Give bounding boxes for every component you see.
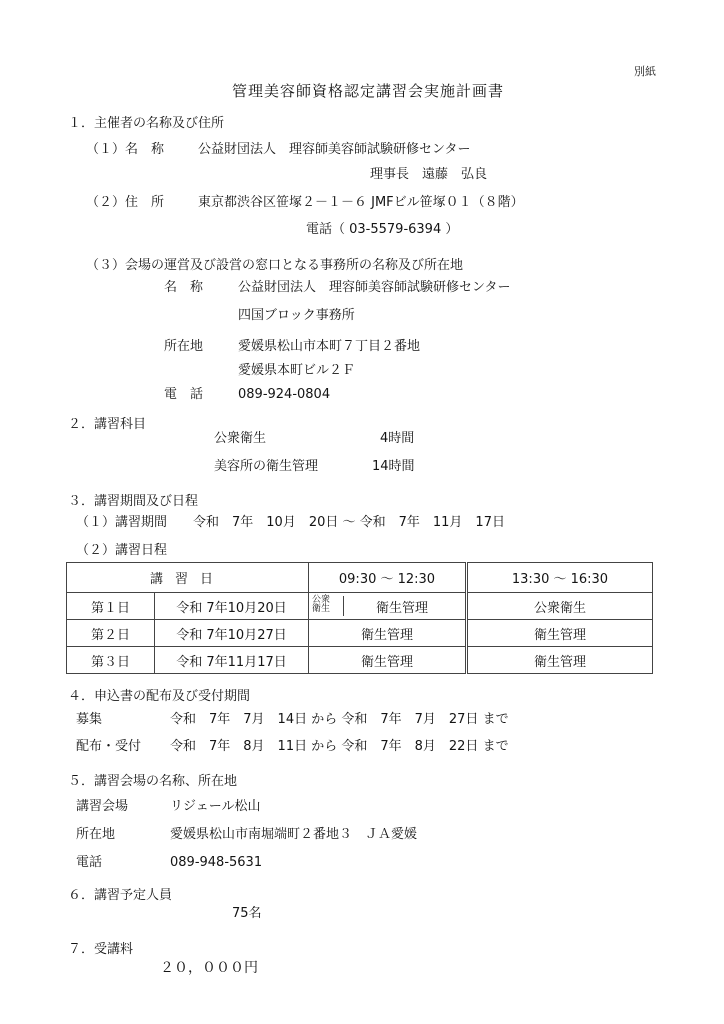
table-row (67, 620, 653, 647)
morning-small-note: 公衆 衛生 (312, 595, 331, 614)
venue-name: リジェール松山 (170, 799, 261, 814)
section-7-heading: ７．受講料 (68, 942, 134, 957)
office-name-label: 名 称 (164, 280, 204, 295)
distribution-period: 令和 7年 8月 11日 から 令和 7年 8月 22日 まで (170, 739, 509, 754)
morning-subject-cell: 衛生管理 (309, 620, 467, 647)
section-6-heading: ６．講習予定人員 (68, 888, 173, 903)
section-3-heading: ３．講習期間及び日程 (68, 494, 199, 509)
organizer-name-label: （１）名 称 (86, 142, 165, 157)
header-lecture-day: 講習日 (67, 563, 309, 593)
morning-subject-cell: 衛生管理 (309, 647, 467, 674)
subject-name: 美容所の衛生管理 (214, 459, 319, 474)
section-2-heading: ２．講習科目 (68, 417, 147, 432)
recruitment-period: 令和 7年 7月 14日 から 令和 7年 7月 27日 まで (170, 712, 509, 727)
planned-attendees: 75名 (232, 906, 262, 921)
organizer-address-value: 東京都渋谷区笹塚２－１－６ JMFビル笹塚０１（８階） (198, 195, 524, 210)
day-cell: 第１日 (67, 593, 155, 620)
subject-name: 公衆衛生 (214, 431, 267, 446)
annex-label: 別紙 (634, 65, 656, 78)
afternoon-subject-cell: 公衆衛生 (467, 593, 653, 620)
date-cell: 令和 7年11月17日 (155, 647, 309, 674)
subject-hours: 14時間 (372, 459, 415, 474)
office-location-line-2: 愛媛県本町ビル２Ｆ (238, 363, 356, 378)
venue-phone-label: 電話 (76, 855, 103, 870)
organizer-name-value: 公益財団法人 理容師美容師試験研修センター (198, 142, 471, 157)
table-header-row (67, 563, 653, 593)
morning-subject-cell (309, 593, 467, 620)
venue-location: 愛媛県松山市南堀端町２番地３ ＪＡ愛媛 (170, 827, 418, 842)
office-phone-value: 089-924-0804 (238, 387, 331, 402)
header-morning-time: 09:30 ～ 12:30 (309, 563, 467, 593)
organizer-representative: 理事長 遠藤 弘良 (370, 167, 488, 182)
office-location-line-1: 愛媛県松山市本町７丁目２番地 (238, 339, 421, 354)
page-title: 管理美容師資格認定講習会実施計画書 (232, 82, 505, 100)
course-period: （１）講習期間 令和 7年 10月 20日 ～ 令和 7年 11月 17日 (76, 515, 505, 530)
office-phone-label: 電 話 (164, 387, 204, 402)
recruitment-label: 募集 (76, 712, 103, 727)
day-cell: 第２日 (67, 620, 155, 647)
morning-subject: 衛生管理 (375, 600, 428, 616)
table-row (67, 647, 653, 674)
course-fee: ２０，０００円 (160, 960, 258, 976)
afternoon-subject-cell: 衛生管理 (467, 620, 653, 647)
venue-location-label: 所在地 (76, 827, 116, 842)
date-cell: 令和 7年10月27日 (155, 620, 309, 647)
schedule-table (66, 562, 653, 674)
office-name-line-1: 公益財団法人 理容師美容師試験研修センター (238, 280, 511, 295)
venue-label: 講習会場 (76, 799, 129, 814)
organizer-address-label: （２）住 所 (86, 195, 165, 210)
section-4-heading: ４．申込書の配布及び受付期間 (68, 689, 251, 704)
subject-hours: 4時間 (380, 431, 415, 446)
office-heading: （３）会場の運営及び設営の窓口となる事務所の名称及び所在地 (86, 258, 464, 273)
day-cell: 第３日 (67, 647, 155, 674)
date-cell: 令和 7年10月20日 (155, 593, 309, 620)
office-location-label: 所在地 (164, 339, 204, 354)
table-row (67, 593, 653, 620)
header-afternoon-time: 13:30 ～ 16:30 (467, 563, 653, 593)
venue-phone: 089-948-5631 (170, 855, 263, 870)
office-name-line-2: 四国ブロック事務所 (238, 308, 355, 323)
schedule-label: （２）講習日程 (76, 543, 168, 558)
section-5-heading: ５．講習会場の名称、所在地 (68, 774, 238, 789)
afternoon-subject-cell: 衛生管理 (467, 647, 653, 674)
cell-divider (343, 596, 344, 616)
section-1-heading: １．主催者の名称及び住所 (68, 116, 225, 131)
distribution-label: 配布・受付 (76, 739, 142, 754)
organizer-phone: 電話（ 03-5579-6394 ） (306, 222, 459, 237)
